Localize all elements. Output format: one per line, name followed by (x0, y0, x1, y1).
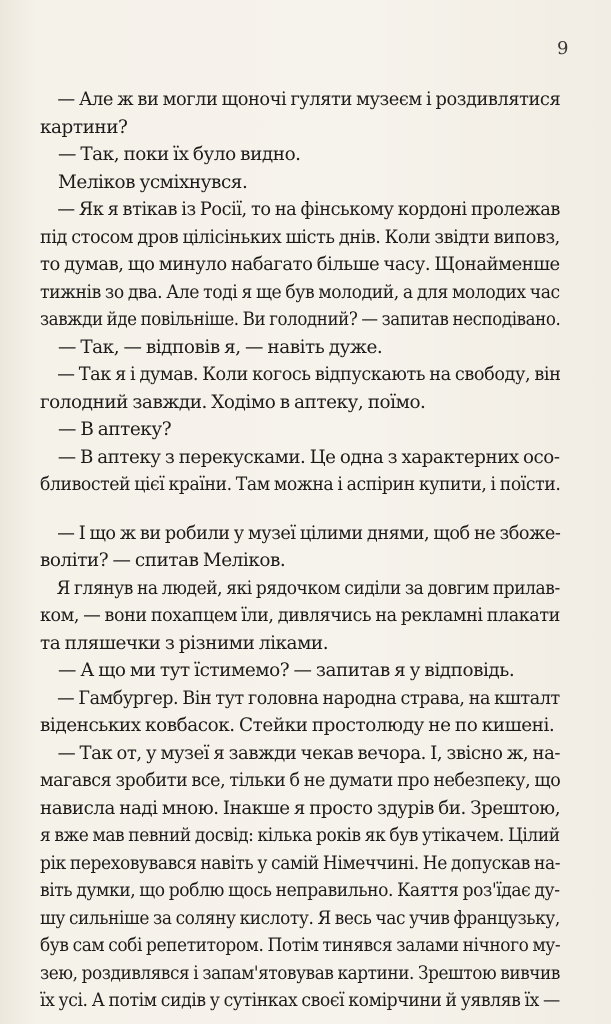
text-line: під стосом дров цілісінькиx шість днів. Коли звідти виповз, (40, 226, 560, 248)
text-line: — Так я і думав. Коли когось відпускають на свободу, він (57, 364, 561, 385)
text-line: ком, — вони похапцем їли, дивлячись на рекламні плакати (40, 605, 560, 626)
paragraph-gap (40, 499, 560, 520)
text-line: — Так от, у музеї я завжди чекав вечора. І, звісно ж, на- (57, 742, 561, 764)
text-line: та пляшечки з різними ліками. (40, 632, 329, 654)
text-line: був сам собі репетитором. Потім тинявся залами нічного му- (40, 935, 561, 956)
text-line: віть думки, що роблю щось неправильно. Каяття роз'їдає ду- (40, 880, 560, 901)
text-line: я вже мав певний досвід: кілька років як був утікачем. Цілий (40, 825, 560, 846)
text-line: — Як я втікав із Росії, то на фінському кордоні пролежав (57, 199, 560, 220)
text-line: голодний завжди. Ходімо в аптеку, поїмо. (40, 391, 426, 413)
body-text (40, 86, 560, 1015)
text-line: віденських ковбасок. Стейки простолюду не по кишені. (40, 715, 555, 736)
page-number: 9 (557, 38, 569, 59)
text-line: — В аптеку? (58, 419, 172, 440)
text-line: — Гамбургер. Він тут головна народна страва, на кшталт (57, 687, 560, 709)
text-line: — В аптеку з перекусками. Це одна з характерних осо- (57, 446, 560, 468)
text-line: — А що ми тут їстимемо? — запитав я у відповідь. (58, 660, 515, 681)
text-line: їх усі. А потім сидів у сутінках своєї комірчини й уявляв їх — (40, 990, 560, 1011)
text-line: тижнів зо два. Але тоді я ще був молодий, а для молодих час (40, 281, 560, 303)
text-line: бливостей цієї країни. Там можна і аспірин купити, і поїсти. (40, 474, 561, 495)
text-line: — І що ж ви робили у музеї цілими днями, щоб не збоже- (57, 522, 561, 544)
text-line: то думав, що минуло набагато більше часу. Щонайменше (40, 254, 560, 275)
text-line: — Так, поки їх було видно. (58, 144, 301, 165)
text-line: магався зробити все, тільки б не думати про небезпеку, що (40, 770, 561, 791)
text-line: воліти? — спитав Меліков. (40, 550, 286, 571)
text-line: — Але ж ви могли щоночі гуляти музеєм і роздивлятися (57, 89, 561, 110)
text-line: картини? (40, 116, 128, 138)
text-line: Меліков усміхнувся. (58, 171, 248, 193)
text-line: рік переховувався навіть у самій Німеччині. Не допускав на- (40, 852, 561, 874)
text-line: зею, роздивлявся і запам'ятовував картини. Зрештою вивчив (40, 962, 560, 984)
text-line: нависла наді мною. Інакше я просто здурів би. Зрештою, (40, 797, 561, 819)
text-line: — Так, — відповів я, — навіть дуже. (58, 336, 383, 358)
text-line: шу сильніше за соляну кислоту. Я весь час учив французьку, (40, 907, 560, 929)
text-line: Я глянув на людей, які рядочком сиділи за довгим прилав- (56, 577, 560, 599)
text-line: завжди йде повільніше. Ви голодний? — запитав несподівано. (40, 309, 561, 330)
